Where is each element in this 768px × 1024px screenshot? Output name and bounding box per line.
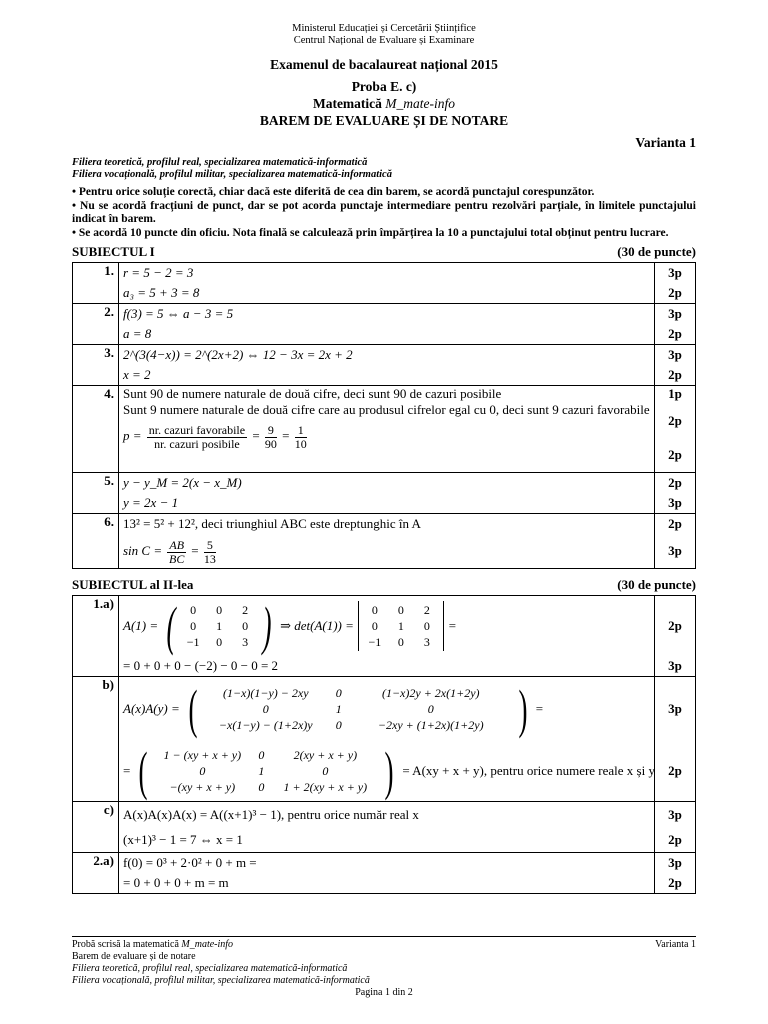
footer-title: Probă scrisă la matematică M_mate-info xyxy=(72,939,234,950)
footer-line: Filiera teoretică, profilul real, specializarea matematică-informatică xyxy=(72,963,348,974)
table-row: b) A(x)A(y) = ( (1−x)(1−y) − 2xy 0 (1−x)2y + 2x(1+2y) 0 1 0 −x(1−y) − (1+2x)y 0 −2xy + (1+2x)(1+2y) ) = = ( 1 − (xy + x + y) 0 2(xy + x + y) 0 1 0 −(xy + x + y) 0 1 + 2(xy + x + y) ) = A(xy + x + y), pentru orice numere reale x și y 3p 2p xyxy=(73,677,696,802)
grading-rules xyxy=(72,186,696,240)
table-row: 2. f(3) = 5 ⇔ a − 3 = 5 a = 8 3p 2p xyxy=(73,304,696,345)
table-row: 3. 2^(3(4−x)) = 2^(2x+2) ⇔ 12 − 3x = 2x + 2 x = 2 3p 2p xyxy=(73,345,696,386)
filiera-line: Filiera vocațională, profilul militar, specializarea matematică-informatică xyxy=(72,169,392,180)
table-row: 1.a) A(1) = ( 0 0 2 0 1 0 −1 0 3 ) ⇒ det(A(1)) = 0 0 2 0 1 0 −1 0 3 = = 0 + 0 + 0 − (−2) − 0 − 0 = 2 2p 3p xyxy=(73,596,696,677)
table-row: 1. r = 5 − 2 = 3 a₃ = 5 + 3 = 8 3p 2p xyxy=(73,263,696,304)
varianta-label: Varianta 1 xyxy=(635,135,696,150)
ministry-name: Ministerul Educației și Cercetării Științifice xyxy=(292,23,476,34)
filiera-line: Filiera teoretică, profilul real, specializarea matematică-informatică xyxy=(72,157,368,168)
exam-title: Examenul de bacalaureat național 2015 xyxy=(270,57,498,72)
table-row: 5. y − y_M = 2(x − x_M) y = 2x − 1 2p 3p xyxy=(73,473,696,514)
table-row: 2.a) f(0) = 0³ + 2·0² + 0 + m = = 0 + 0 + 0 + m = m 3p 2p xyxy=(73,853,696,894)
footer-varianta: Varianta 1 xyxy=(655,939,696,950)
table-row: c) A(x)A(x)A(x) = A((x+1)³ − 1), pentru orice număr real x (x+1)³ − 1 = 7 ⇔ x = 1 3p 2p xyxy=(73,802,696,853)
matrix: ( 0 0 2 0 1 0 −1 0 3 ) xyxy=(166,596,272,657)
subject-title: Matematică M_mate-info xyxy=(312,96,456,111)
proba-title: Proba E. c) xyxy=(351,79,417,94)
footer-line: Barem de evaluare și de notare xyxy=(72,951,196,962)
subject2-table xyxy=(72,595,696,894)
matrix: ( (1−x)(1−y) − 2xy 0 (1−x)2y + 2x(1+2y) 0 1 0 −x(1−y) − (1+2x)y 0 −2xy + (1+2x)(1+2y) ) xyxy=(188,679,528,740)
page-footer xyxy=(72,936,696,999)
determinant: 0 0 2 0 1 0 −1 0 3 xyxy=(358,601,444,651)
footer-line: Filiera vocațională, profilul militar, specializarea matematică-informatică xyxy=(72,975,370,986)
page-number: Pagina 1 din 2 xyxy=(355,987,413,998)
filiera-block xyxy=(72,157,696,181)
table-row: 4. Sunt 90 de numere naturale de două cifre, deci sunt 90 de cazuri posibile Sunt 9 numere naturale de două cifre care au produsul cifrelor egal cu 0, deci sunt 9 cazuri favorabile p = $\frac{\text{nr. cazuri favorabile}}{\text{nr. cazuri posibile}}$ = $\frac{9}{90}$ = $\frac{1}{10}$ 1p 2p 2p xyxy=(73,386,696,473)
rule-item: • Se acordă 10 puncte din oficiu. Nota finală se calculează prin împărțirea la 10 a punctajului total obținut pentru lucrare. xyxy=(72,226,669,239)
matrix: ( 1 − (xy + x + y) 0 2(xy + x + y) 0 1 0 −(xy + x + y) 0 1 + 2(xy + x + y) ) xyxy=(138,741,394,802)
barem-title: BAREM DE EVALUARE ȘI DE NOTARE xyxy=(259,113,509,128)
center-name: Centrul Național de Evaluare și Examinare xyxy=(293,35,475,46)
rule-item: • Nu se acordă fracțiuni de punct, dar se pot acorda punctaje intermediare pentru rezolvări parțiale, în limitele punctajului indicat în barem. xyxy=(72,199,696,226)
subject2-heading: SUBIECTUL al II-lea (30 de puncte) xyxy=(72,577,696,593)
subject1-table xyxy=(72,262,696,569)
subject1-heading: SUBIECTUL I (30 de puncte) xyxy=(72,244,696,260)
rule-item: • Pentru orice soluție corectă, chiar dacă este diferită de cea din barem, se acordă punctajul corespunzător. xyxy=(72,186,595,198)
document-page xyxy=(72,0,696,894)
table-row: 6. 13² = 5² + 12², deci triunghiul ABC este dreptunghic în A sin C = $\frac{AB}{BC}$ = $\frac{5}{13}$ 2p 3p xyxy=(73,514,696,569)
